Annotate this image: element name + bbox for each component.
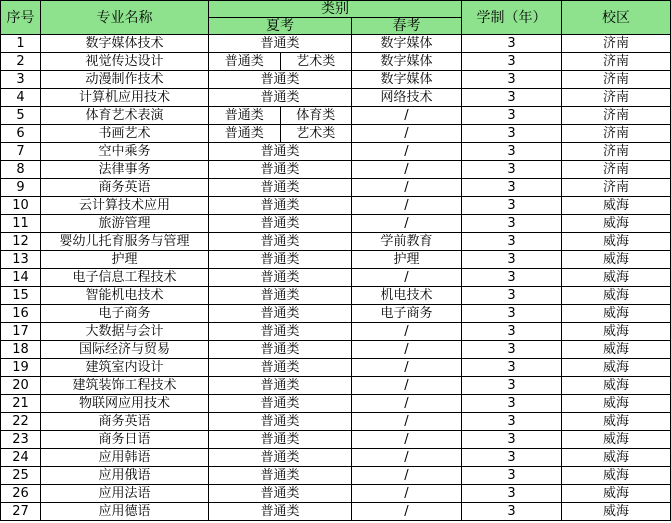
cell-major: 智能机电技术 (41, 287, 209, 305)
cell-summer: 普通类 (209, 143, 352, 161)
cell-campus: 威海 (562, 305, 671, 323)
cell-summer: 普通类 (209, 89, 352, 107)
cell-summer: 普通类 (209, 233, 352, 251)
cell-index: 7 (1, 143, 41, 161)
cell-major: 电子商务 (41, 305, 209, 323)
cell-index: 11 (1, 215, 41, 233)
cell-campus: 威海 (562, 377, 671, 395)
cell-summer: 普通类 (209, 341, 352, 359)
cell-campus: 威海 (562, 197, 671, 215)
cell-duration: 3 (462, 287, 562, 305)
cell-campus: 威海 (562, 431, 671, 449)
header-row-top (1, 1, 671, 18)
table-row (1, 89, 671, 107)
table-row (1, 215, 671, 233)
cell-spring: 学前教育 (352, 233, 462, 251)
cell-spring: / (352, 377, 462, 395)
cell-spring: / (352, 125, 462, 143)
cell-summer (209, 125, 352, 143)
cell-spring: 护理 (352, 251, 462, 269)
cell-spring: / (352, 323, 462, 341)
cell-summer: 普通类 (209, 413, 352, 431)
table-row (1, 125, 671, 143)
cell-major: 云计算技术应用 (41, 197, 209, 215)
cell-campus: 济南 (562, 143, 671, 161)
table-row (1, 269, 671, 287)
cell-index: 13 (1, 251, 41, 269)
cell-index: 6 (1, 125, 41, 143)
cell-duration: 3 (462, 341, 562, 359)
cell-index: 16 (1, 305, 41, 323)
cell-campus: 济南 (562, 53, 671, 71)
header-duration: 学制（年） (462, 1, 562, 35)
cell-spring: / (352, 503, 462, 521)
table-row (1, 287, 671, 305)
cell-major: 电子信息工程技术 (41, 269, 209, 287)
table-row (1, 197, 671, 215)
table-row (1, 395, 671, 413)
cell-summer: 普通类 (209, 179, 352, 197)
cell-spring: / (352, 179, 462, 197)
cell-campus: 威海 (562, 341, 671, 359)
cell-index: 10 (1, 197, 41, 215)
cell-duration: 3 (462, 53, 562, 71)
cell-summer: 普通类 (209, 215, 352, 233)
cell-index: 21 (1, 395, 41, 413)
table-row (1, 305, 671, 323)
cell-duration: 3 (462, 503, 562, 521)
cell-index: 27 (1, 503, 41, 521)
cell-spring: / (352, 161, 462, 179)
table-body (1, 35, 671, 521)
cell-spring: 数字媒体 (352, 71, 462, 89)
cell-campus: 济南 (562, 89, 671, 107)
cell-campus: 济南 (562, 125, 671, 143)
table-row (1, 341, 671, 359)
cell-duration: 3 (462, 143, 562, 161)
cell-major: 空中乘务 (41, 143, 209, 161)
header-index: 序号 (1, 1, 41, 35)
cell-duration: 3 (462, 413, 562, 431)
cell-summer: 普通类 (209, 251, 352, 269)
summer-split (209, 53, 351, 70)
cell-major: 应用俄语 (41, 467, 209, 485)
cell-campus: 济南 (562, 107, 671, 125)
cell-summer: 普通类 (209, 449, 352, 467)
cell-major: 旅游管理 (41, 215, 209, 233)
cell-duration: 3 (462, 467, 562, 485)
cell-summer: 普通类 (209, 395, 352, 413)
cell-index: 14 (1, 269, 41, 287)
table-row (1, 251, 671, 269)
cell-major: 应用法语 (41, 485, 209, 503)
cell-duration: 3 (462, 233, 562, 251)
table-row (1, 71, 671, 89)
cell-campus: 威海 (562, 287, 671, 305)
table-row (1, 323, 671, 341)
cell-duration: 3 (462, 125, 562, 143)
cell-index: 15 (1, 287, 41, 305)
cell-spring: / (352, 269, 462, 287)
cell-major: 计算机应用技术 (41, 89, 209, 107)
cell-spring: 机电技术 (352, 287, 462, 305)
cell-index: 18 (1, 341, 41, 359)
cell-index: 19 (1, 359, 41, 377)
cell-duration: 3 (462, 89, 562, 107)
cell-major: 护理 (41, 251, 209, 269)
cell-campus: 威海 (562, 413, 671, 431)
cell-spring: / (352, 431, 462, 449)
cell-index: 1 (1, 35, 41, 53)
cell-major: 大数据与会计 (41, 323, 209, 341)
header-category: 类别 (209, 1, 462, 18)
cell-spring: / (352, 467, 462, 485)
cell-major: 建筑装饰工程技术 (41, 377, 209, 395)
cell-summer: 普通类 (209, 359, 352, 377)
cell-spring: 网络技术 (352, 89, 462, 107)
cell-duration: 3 (462, 251, 562, 269)
header-spring: 春考 (352, 18, 462, 35)
summer-split (209, 125, 351, 142)
cell-major: 法律事务 (41, 161, 209, 179)
cell-spring: 数字媒体 (352, 35, 462, 53)
cell-major: 应用韩语 (41, 449, 209, 467)
cell-major: 应用德语 (41, 503, 209, 521)
cell-index: 12 (1, 233, 41, 251)
cell-index: 5 (1, 107, 41, 125)
cell-duration: 3 (462, 359, 562, 377)
cell-major: 动漫制作技术 (41, 71, 209, 89)
cell-summer: 普通类 (209, 305, 352, 323)
cell-spring: / (352, 449, 462, 467)
cell-duration: 3 (462, 269, 562, 287)
cell-duration: 3 (462, 449, 562, 467)
cell-summer (209, 53, 352, 71)
cell-summer: 普通类 (209, 161, 352, 179)
cell-index: 9 (1, 179, 41, 197)
table-row (1, 233, 671, 251)
summer-category: 普通类 (224, 53, 264, 69)
cell-major: 物联网应用技术 (41, 395, 209, 413)
cell-duration: 3 (462, 179, 562, 197)
cell-duration: 3 (462, 485, 562, 503)
cell-major: 视觉传达设计 (41, 53, 209, 71)
cell-index: 17 (1, 323, 41, 341)
cell-spring: / (352, 395, 462, 413)
header-campus: 校区 (562, 1, 671, 35)
cell-index: 25 (1, 467, 41, 485)
cell-summer: 普通类 (209, 269, 352, 287)
cell-campus: 济南 (562, 179, 671, 197)
cell-major: 商务英语 (41, 413, 209, 431)
cell-campus: 威海 (562, 233, 671, 251)
cell-major: 体育艺术表演 (41, 107, 209, 125)
cell-duration: 3 (462, 107, 562, 125)
header-major: 专业名称 (41, 1, 209, 35)
table-row (1, 107, 671, 125)
table-row (1, 143, 671, 161)
table-row (1, 467, 671, 485)
cell-campus: 威海 (562, 485, 671, 503)
cell-campus: 威海 (562, 467, 671, 485)
cell-duration: 3 (462, 161, 562, 179)
cell-index: 3 (1, 71, 41, 89)
cell-spring: / (352, 413, 462, 431)
cell-summer: 普通类 (209, 485, 352, 503)
summer-category: 普通类 (224, 125, 264, 141)
cell-summer: 普通类 (209, 377, 352, 395)
cell-spring: / (352, 485, 462, 503)
cell-major: 国际经济与贸易 (41, 341, 209, 359)
cell-major: 婴幼儿托育服务与管理 (41, 233, 209, 251)
cell-campus: 济南 (562, 71, 671, 89)
summer-split (209, 107, 351, 124)
cell-campus: 威海 (562, 251, 671, 269)
cell-index: 2 (1, 53, 41, 71)
cell-index: 23 (1, 431, 41, 449)
summer-category: 艺术类 (280, 53, 352, 70)
cell-campus: 威海 (562, 503, 671, 521)
cell-index: 24 (1, 449, 41, 467)
cell-summer: 普通类 (209, 71, 352, 89)
cell-campus: 威海 (562, 215, 671, 233)
cell-duration: 3 (462, 71, 562, 89)
cell-campus: 济南 (562, 161, 671, 179)
cell-summer: 普通类 (209, 467, 352, 485)
cell-spring: / (352, 143, 462, 161)
header-summer: 夏考 (209, 18, 352, 35)
cell-major: 建筑室内设计 (41, 359, 209, 377)
table-row (1, 503, 671, 521)
table-row (1, 35, 671, 53)
table-row (1, 161, 671, 179)
cell-major: 书画艺术 (41, 125, 209, 143)
cell-index: 4 (1, 89, 41, 107)
cell-spring: 电子商务 (352, 305, 462, 323)
cell-duration: 3 (462, 197, 562, 215)
table-row (1, 413, 671, 431)
cell-duration: 3 (462, 323, 562, 341)
table-row (1, 179, 671, 197)
cell-summer (209, 107, 352, 125)
cell-duration: 3 (462, 35, 562, 53)
cell-spring: / (352, 359, 462, 377)
cell-campus: 威海 (562, 323, 671, 341)
cell-campus: 威海 (562, 269, 671, 287)
table-row (1, 449, 671, 467)
cell-index: 20 (1, 377, 41, 395)
table-row (1, 377, 671, 395)
cell-spring: / (352, 107, 462, 125)
cell-summer: 普通类 (209, 197, 352, 215)
cell-summer: 普通类 (209, 323, 352, 341)
summer-category: 艺术类 (280, 125, 352, 142)
cell-summer: 普通类 (209, 431, 352, 449)
cell-summer: 普通类 (209, 35, 352, 53)
cell-summer: 普通类 (209, 287, 352, 305)
cell-summer: 普通类 (209, 503, 352, 521)
table-row (1, 359, 671, 377)
cell-duration: 3 (462, 215, 562, 233)
cell-major: 商务英语 (41, 179, 209, 197)
cell-campus: 威海 (562, 395, 671, 413)
cell-index: 22 (1, 413, 41, 431)
cell-index: 8 (1, 161, 41, 179)
cell-spring: / (352, 215, 462, 233)
table-row (1, 431, 671, 449)
cell-campus: 威海 (562, 449, 671, 467)
cell-major: 数字媒体技术 (41, 35, 209, 53)
cell-duration: 3 (462, 395, 562, 413)
cell-duration: 3 (462, 377, 562, 395)
cell-duration: 3 (462, 431, 562, 449)
summer-category: 体育类 (280, 107, 352, 124)
cell-index: 26 (1, 485, 41, 503)
cell-major: 商务日语 (41, 431, 209, 449)
cell-spring: / (352, 197, 462, 215)
table-row (1, 485, 671, 503)
table-row (1, 53, 671, 71)
cell-spring: 数字媒体 (352, 53, 462, 71)
cell-campus: 威海 (562, 359, 671, 377)
summer-category: 普通类 (224, 107, 264, 123)
cell-campus: 济南 (562, 35, 671, 53)
cell-spring: / (352, 341, 462, 359)
cell-duration: 3 (462, 305, 562, 323)
